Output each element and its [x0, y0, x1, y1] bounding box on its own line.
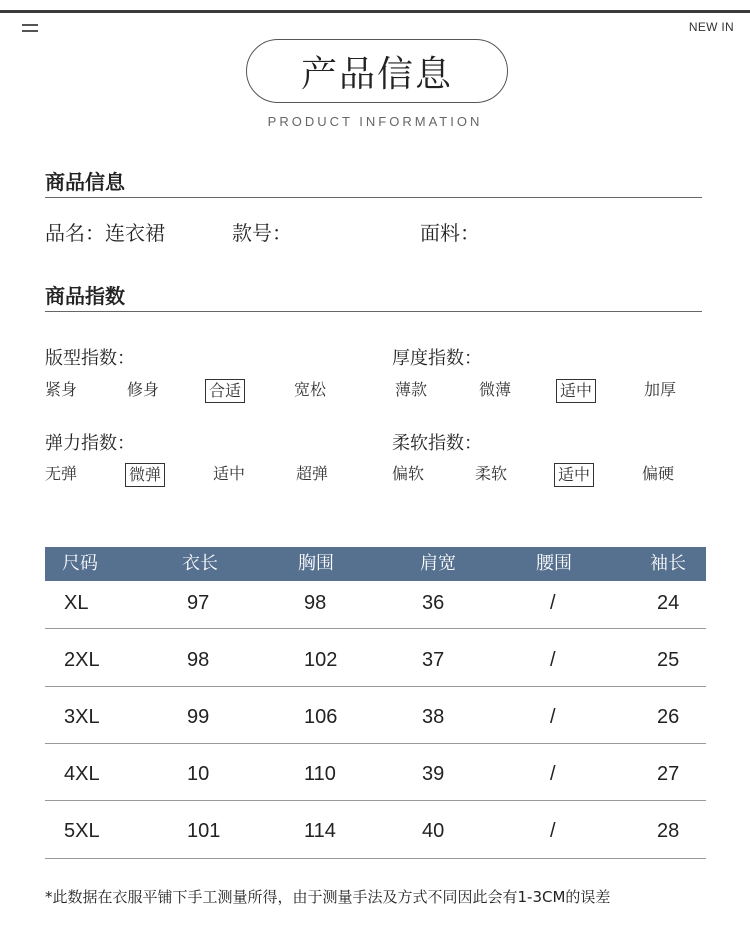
col-header-sleeve: 袖长	[650, 553, 686, 574]
elasticity-index-label: 弹力指数：	[45, 433, 135, 454]
fit-option-selected: 合适	[205, 379, 245, 403]
cell-waist: /	[550, 763, 556, 785]
section-divider	[45, 197, 702, 198]
cell-length: 99	[187, 706, 210, 728]
page-title-pill	[246, 39, 508, 103]
table-row	[45, 632, 706, 689]
product-name: 品名：连衣裙	[45, 221, 165, 245]
thickness-option-selected: 适中	[556, 379, 596, 403]
thickness-option: 微薄	[479, 380, 512, 399]
cell-size: XL	[64, 592, 89, 614]
cell-shoulder: 38	[422, 706, 445, 728]
row-divider	[45, 628, 706, 629]
col-header-length: 衣长	[182, 553, 218, 574]
elasticity-option: 适中	[213, 464, 246, 483]
cell-waist: /	[550, 592, 556, 614]
softness-option: 偏硬	[642, 464, 675, 483]
elasticity-option: 无弹	[45, 464, 78, 483]
cell-size: 4XL	[64, 763, 100, 785]
row-divider	[45, 743, 706, 744]
cell-chest: 110	[304, 763, 336, 785]
row-divider	[45, 858, 706, 859]
fit-option: 紧身	[45, 380, 78, 399]
elasticity-option-selected: 微弹	[125, 463, 165, 487]
softness-option-selected: 适中	[554, 463, 594, 487]
fit-index-label: 版型指数：	[45, 348, 135, 369]
table-row	[45, 803, 706, 860]
fit-option: 宽松	[294, 380, 327, 399]
softness-index-label: 柔软指数：	[392, 433, 482, 454]
cell-length: 10	[187, 763, 210, 785]
indices-heading: 商品指数	[45, 284, 125, 308]
product-info-heading: 商品信息	[45, 170, 125, 194]
row-divider	[45, 800, 706, 801]
menu-icon[interactable]	[22, 24, 38, 34]
col-header-chest: 胸围	[298, 553, 334, 574]
cell-length: 97	[187, 592, 210, 614]
measurement-note: *此数据在衣服平铺下手工测量所得，由于测量手法及方式不同因此会有1-3CM的误差	[45, 888, 611, 906]
thickness-option: 加厚	[644, 380, 677, 399]
table-row	[45, 746, 706, 803]
cell-sleeve: 26	[657, 706, 680, 728]
cell-size: 5XL	[64, 820, 100, 842]
cell-size: 3XL	[64, 706, 100, 728]
cell-sleeve: 25	[657, 649, 680, 671]
cell-chest: 114	[304, 820, 336, 842]
cell-size: 2XL	[64, 649, 100, 671]
row-divider	[45, 686, 706, 687]
thickness-index-label: 厚度指数：	[392, 348, 482, 369]
col-header-waist: 腰围	[536, 553, 572, 574]
cell-chest: 106	[304, 706, 338, 728]
thickness-option: 薄款	[395, 380, 428, 399]
cell-shoulder: 39	[422, 763, 445, 785]
elasticity-option: 超弹	[296, 464, 329, 483]
col-header-shoulder: 肩宽	[420, 553, 456, 574]
top-rule	[0, 10, 750, 13]
cell-length: 101	[187, 820, 221, 842]
fabric: 面料：	[420, 221, 480, 245]
table-row	[45, 689, 706, 746]
cell-shoulder: 40	[422, 820, 445, 842]
cell-chest: 102	[304, 649, 338, 671]
table-row	[45, 575, 706, 632]
new-in-link[interactable]: NEW IN	[688, 20, 734, 34]
page-subtitle: PRODUCT INFORMATION	[267, 114, 483, 129]
cell-waist: /	[550, 820, 556, 842]
style-number: 款号：	[232, 221, 292, 245]
cell-waist: /	[550, 706, 556, 728]
softness-option: 偏软	[392, 464, 425, 483]
cell-waist: /	[550, 649, 556, 671]
col-header-size: 尺码	[62, 553, 98, 574]
cell-shoulder: 37	[422, 649, 445, 671]
softness-option: 柔软	[475, 464, 508, 483]
cell-sleeve: 24	[657, 592, 680, 614]
cell-chest: 98	[304, 592, 327, 614]
cell-length: 98	[187, 649, 210, 671]
cell-shoulder: 36	[422, 592, 445, 614]
cell-sleeve: 27	[657, 763, 680, 785]
cell-sleeve: 28	[657, 820, 680, 842]
page-title: 产品信息	[300, 53, 453, 95]
section-divider	[45, 311, 702, 312]
fit-option: 修身	[127, 380, 160, 399]
